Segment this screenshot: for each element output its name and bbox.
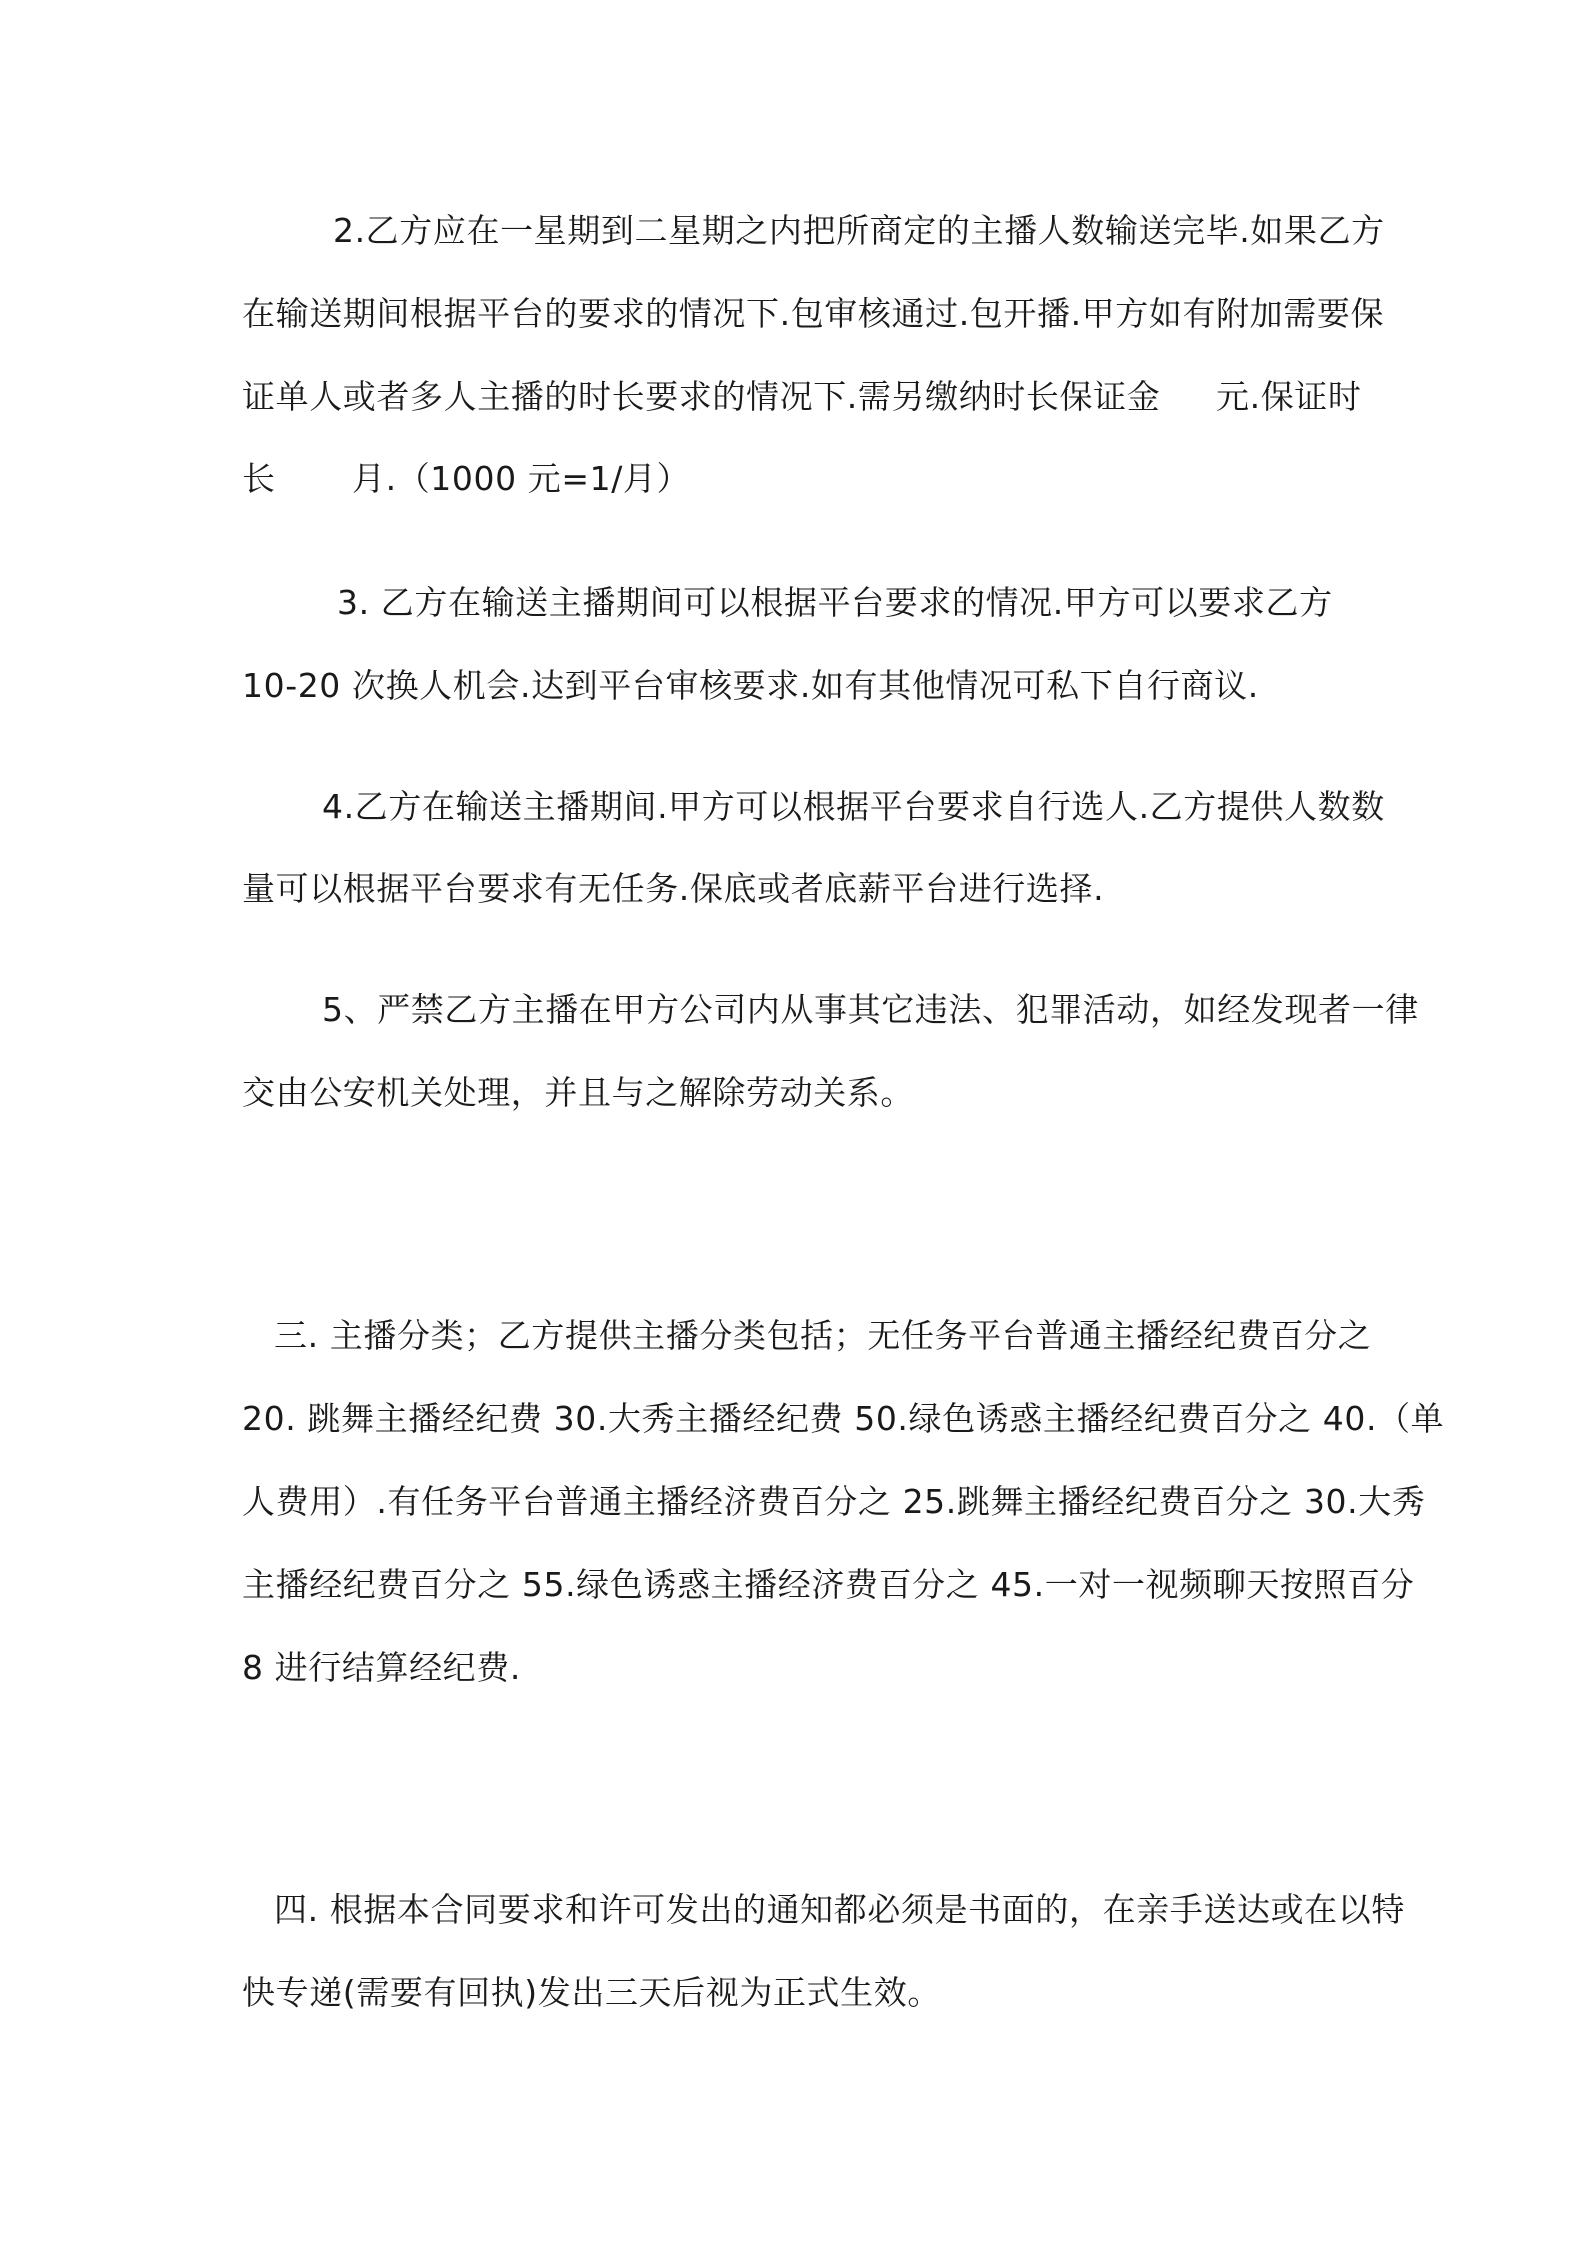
clause-5-line-2: 交由公安机关处理，并且与之解除劳动关系。 <box>242 1073 914 1112</box>
clause-3-line-1: 3. 乙方在输送主播期间可以根据平台要求的情况.甲方可以要求乙方 <box>337 583 1333 622</box>
clause-2-line-3: 证单人或者多人主播的时长要求的情况下.需另缴纳时长保证金 <box>242 377 1161 416</box>
clause-5-line-1: 5、严禁乙方主播在甲方公司内从事其它违法、犯罪活动，如经发现者一律 <box>322 990 1419 1029</box>
clause-4-line-2: 量可以根据平台要求有无任务.保底或者底薪平台进行选择. <box>242 869 1105 908</box>
clause-4-line-1: 4.乙方在输送主播期间.甲方可以根据平台要求自行选人.乙方提供人数数 <box>322 787 1385 826</box>
clause-2-line-2: 在输送期间根据平台的要求的情况下.包审核通过.包开播.甲方如有附加需要保 <box>242 294 1385 333</box>
section-4-line-1: 四. 根据本合同要求和许可发出的通知都必须是书面的，在亲手送达或在以特 <box>274 1890 1405 1929</box>
clause-3-line-2: 10-20 次换人机会.达到平台审核要求.如有其他情况可私下自行商议. <box>242 666 1259 705</box>
clause-2-line-4-start: 长 <box>242 459 276 498</box>
section-3-line-4: 主播经纪费百分之 55.绿色诱惑主播经济费百分之 45.一对一视频聊天按照百分 <box>242 1565 1415 1604</box>
section-3-line-2: 20. 跳舞主播经纪费 30.大秀主播经纪费 50.绿色诱惑主播经纪费百分之 40.（单 <box>242 1399 1445 1438</box>
section-3-line-5: 8 进行结算经纪费. <box>242 1648 521 1687</box>
clause-2-line-4-tail: 月.（1000 元=1/月） <box>352 459 691 498</box>
clause-2-line-3-tail: 元.保证时 <box>1216 377 1362 416</box>
section-4-line-2: 快专递(需要有回执)发出三天后视为正式生效。 <box>242 1973 941 2012</box>
clause-2-line-1: 2.乙方应在一星期到二星期之内把所商定的主播人数输送完毕.如果乙方 <box>333 211 1385 250</box>
section-3-line-3: 人费用）.有任务平台普通主播经济费百分之 25.跳舞主播经纪费百分之 30.大秀 <box>242 1482 1426 1521</box>
section-3-line-1: 三. 主播分类；乙方提供主播分类包括；无任务平台普通主播经纪费百分之 <box>274 1316 1372 1355</box>
